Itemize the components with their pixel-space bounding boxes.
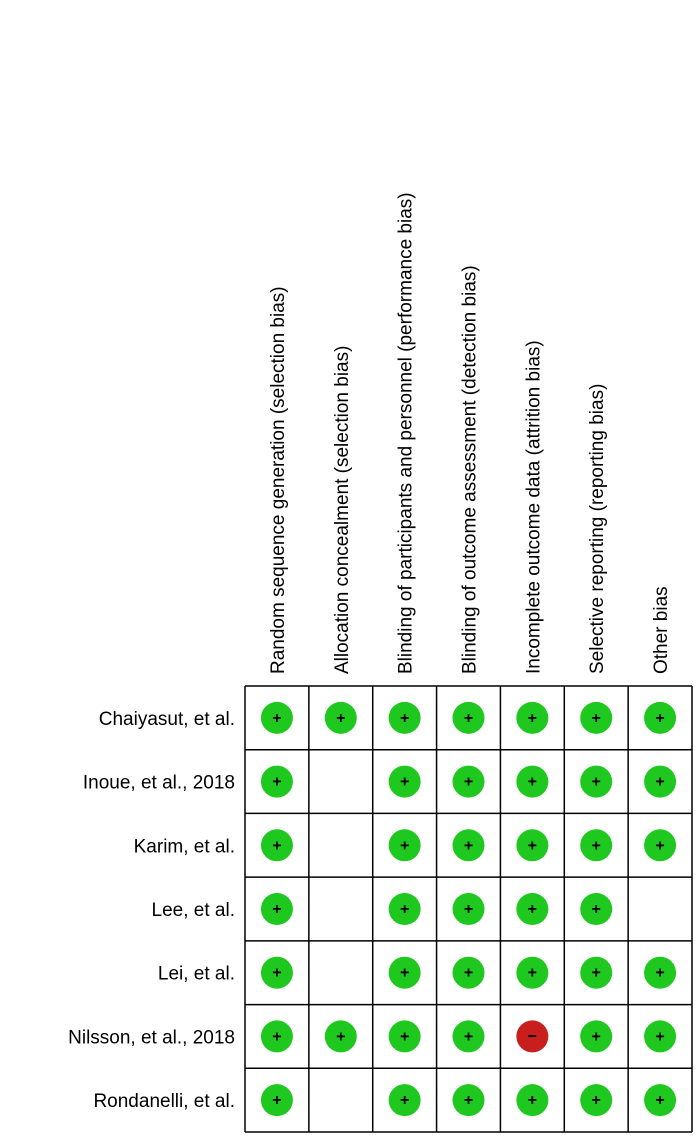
low-risk-mark xyxy=(453,1020,485,1052)
low-risk-mark xyxy=(389,893,421,925)
low-risk-mark xyxy=(516,957,548,989)
high-risk-mark xyxy=(516,1020,548,1052)
mark-symbol: + xyxy=(336,709,346,727)
low-risk-mark xyxy=(453,702,485,734)
low-risk-mark xyxy=(389,829,421,861)
low-risk-mark xyxy=(389,702,421,734)
column-label: Blinding of participants and personnel (performance bias) xyxy=(395,192,417,674)
mark-symbol: + xyxy=(272,837,282,855)
row-label: Nilsson, et al., 2018 xyxy=(68,1027,235,1049)
mark-symbol: + xyxy=(272,1028,282,1046)
judgement-marks xyxy=(261,702,676,1116)
mark-symbol: + xyxy=(399,773,410,791)
low-risk-mark xyxy=(453,766,485,798)
mark-symbol: + xyxy=(655,1028,665,1046)
mark-symbol: + xyxy=(399,1028,410,1046)
low-risk-mark xyxy=(644,1020,676,1052)
row-label: Lei, et al. xyxy=(157,963,235,985)
mark-symbol: + xyxy=(591,709,601,727)
mark-symbol: + xyxy=(272,1092,282,1110)
row-label: Lee, et al. xyxy=(151,900,235,921)
low-risk-mark xyxy=(453,957,485,989)
low-risk-mark xyxy=(644,1084,676,1116)
mark-symbol: + xyxy=(591,1092,601,1110)
row-label: Karim, et al. xyxy=(133,836,235,858)
low-risk-mark xyxy=(516,766,548,798)
mark-symbol: + xyxy=(527,837,538,855)
low-risk-mark xyxy=(453,1084,485,1116)
mark-symbol: + xyxy=(527,901,538,918)
mark-symbol: + xyxy=(399,964,410,982)
mark-symbol: + xyxy=(655,964,665,982)
mark-symbol: + xyxy=(463,1028,474,1046)
low-risk-mark xyxy=(389,957,421,989)
low-risk-mark xyxy=(261,766,293,798)
mark-symbol: + xyxy=(591,1028,601,1046)
mark-symbol: + xyxy=(591,901,601,918)
low-risk-mark xyxy=(580,766,612,798)
low-risk-mark xyxy=(580,1084,612,1116)
low-risk-mark xyxy=(580,829,612,861)
column-label: Other bias xyxy=(651,586,673,674)
mark-symbol: + xyxy=(591,837,601,855)
column-labels xyxy=(268,192,672,674)
mark-symbol: + xyxy=(399,1092,410,1110)
row-label: Rondanelli, et al. xyxy=(93,1091,235,1113)
low-risk-mark xyxy=(516,829,548,861)
low-risk-mark xyxy=(644,957,676,989)
row-label: Inoue, et al., 2018 xyxy=(82,772,235,794)
mark-symbol: + xyxy=(272,773,282,791)
mark-symbol: + xyxy=(463,709,474,727)
mark-symbol: + xyxy=(272,709,282,727)
column-label: Random sequence generation (selection bias) xyxy=(267,286,289,674)
low-risk-mark xyxy=(644,766,676,798)
low-risk-mark xyxy=(644,702,676,734)
mark-symbol: + xyxy=(272,964,282,982)
low-risk-mark xyxy=(453,829,485,861)
mark-symbol: + xyxy=(527,709,538,727)
low-risk-mark xyxy=(580,1020,612,1052)
column-label: Incomplete outcome data (attrition bias) xyxy=(523,340,545,674)
low-risk-mark xyxy=(325,702,357,734)
mark-symbol: + xyxy=(527,773,538,791)
mark-symbol: + xyxy=(655,709,665,727)
low-risk-mark xyxy=(261,893,293,925)
column-label: Selective reporting (reporting bias) xyxy=(587,383,609,674)
low-risk-mark xyxy=(261,702,293,734)
mark-symbol: + xyxy=(463,837,474,855)
low-risk-mark xyxy=(389,1084,421,1116)
low-risk-mark xyxy=(261,1020,293,1052)
low-risk-mark xyxy=(325,1020,357,1052)
column-label: Blinding of outcome assessment (detection bias) xyxy=(459,265,481,674)
low-risk-mark xyxy=(516,702,548,734)
low-risk-mark xyxy=(261,1084,293,1116)
low-risk-mark xyxy=(261,957,293,989)
mark-symbol: + xyxy=(399,901,410,918)
mark-symbol: + xyxy=(336,1028,346,1046)
low-risk-mark xyxy=(580,893,612,925)
mark-symbol: + xyxy=(591,964,601,982)
mark-symbol: + xyxy=(655,773,665,791)
low-risk-mark xyxy=(516,1084,548,1116)
low-risk-mark xyxy=(453,893,485,925)
low-risk-mark xyxy=(389,1020,421,1052)
mark-symbol: − xyxy=(527,1028,538,1046)
column-label: Allocation concealment (selection bias) xyxy=(331,345,353,674)
low-risk-mark xyxy=(580,702,612,734)
row-labels xyxy=(68,709,235,1112)
low-risk-mark xyxy=(389,766,421,798)
mark-symbol: + xyxy=(463,964,474,982)
mark-symbol: + xyxy=(399,709,410,727)
mark-symbol: + xyxy=(655,837,665,855)
row-label: Chaiyasut, et al. xyxy=(98,708,235,730)
mark-symbol: + xyxy=(463,901,474,918)
low-risk-mark xyxy=(644,829,676,861)
mark-symbol: + xyxy=(591,773,601,791)
mark-symbol: + xyxy=(527,964,538,982)
low-risk-mark xyxy=(261,829,293,861)
mark-symbol: + xyxy=(655,1092,665,1110)
mark-symbol: + xyxy=(527,1092,538,1110)
mark-symbol: + xyxy=(399,837,410,855)
low-risk-mark xyxy=(580,957,612,989)
mark-symbol: + xyxy=(272,901,282,918)
mark-symbol: + xyxy=(463,773,474,791)
mark-symbol: + xyxy=(463,1092,474,1110)
low-risk-mark xyxy=(516,893,548,925)
